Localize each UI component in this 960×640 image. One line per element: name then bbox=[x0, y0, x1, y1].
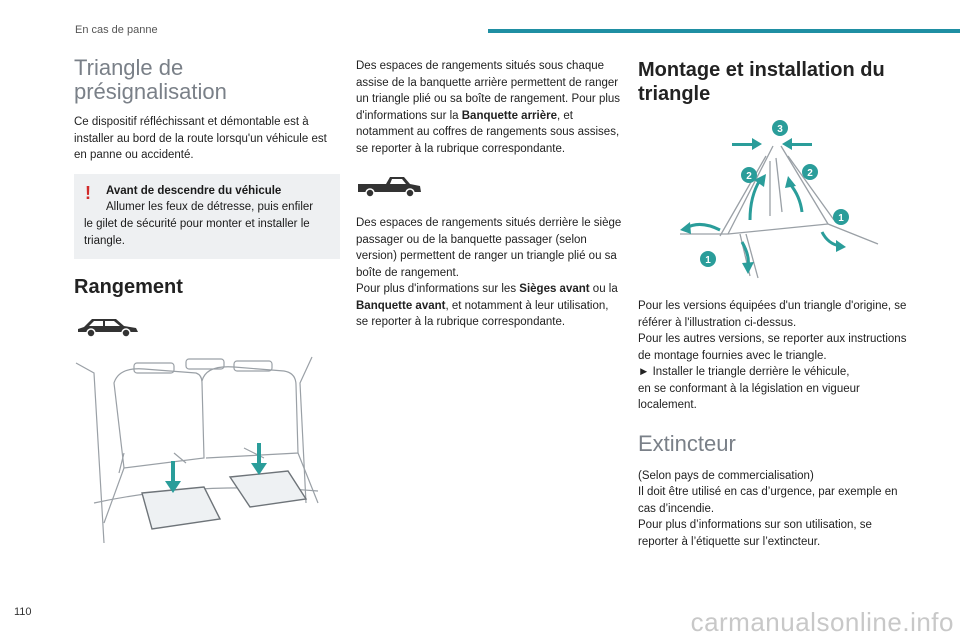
assembly-title: Montage et installation du triangle bbox=[638, 59, 885, 105]
rear-bench-storage-illustration bbox=[74, 353, 324, 553]
front-seats-text-d: ou la bbox=[589, 283, 618, 295]
front-seats-reference bbox=[356, 281, 622, 331]
column-3 bbox=[638, 58, 910, 550]
warning-text-rest: le gilet de sécurité pour monter et installer le triangle. bbox=[84, 217, 310, 247]
extincteur-usage: Il doit être utilisé en cas d’urgence, par exemple en cas d’incendie. bbox=[638, 486, 898, 515]
page-number: 110 bbox=[14, 606, 32, 618]
step-badge-3: 3 bbox=[777, 124, 783, 135]
step-badge-2-left: 2 bbox=[746, 171, 752, 182]
assembly-paragraph-3: en se conformant à la législation en vigueur localement. bbox=[638, 382, 860, 411]
rear-storage-paragraph bbox=[356, 58, 622, 157]
sedan-car-icon bbox=[74, 313, 144, 339]
warning-text-line1: Allumer les feux de détresse, puis enfiler bbox=[106, 200, 314, 213]
rear-storage-text-c: , et notamment au coffres de rangements sous assises, se reporter à la rubrique correspondante. bbox=[356, 109, 620, 155]
front-seats-text-f: , et notamment à leur utilisation, se reporter à la rubrique correspondante. bbox=[356, 299, 609, 328]
assembly-bullet: ► Installer le triangle derrière le véhicule, bbox=[638, 366, 850, 378]
front-seats-link-text: Sièges avant bbox=[519, 283, 590, 295]
header-accent-bar bbox=[488, 29, 960, 33]
assembly-paragraph-2: Pour les autres versions, se reporter aux instructions de montage fournies avec le triangle. bbox=[638, 333, 907, 362]
triangle-assembly-illustration bbox=[650, 116, 885, 284]
warning-icon: ! bbox=[85, 182, 91, 203]
column-1 bbox=[74, 56, 340, 553]
warning-box bbox=[74, 174, 340, 259]
step-badge-1-right: 1 bbox=[838, 213, 844, 224]
pickup-truck-icon bbox=[356, 173, 426, 199]
rangement-heading: Rangement bbox=[74, 275, 183, 298]
warning-title: Avant de descendre du véhicule bbox=[106, 184, 282, 197]
step-badge-2-right: 2 bbox=[807, 168, 813, 179]
triangle-intro: Ce dispositif réfléchissant et démontable est à installer au bord de la route lorsqu'un véhicule est en panne ou accidenté. bbox=[74, 116, 327, 161]
extincteur-more-info: Pour plus d’informations sur son utilisation, se reporter à l’étiquette sur l’extincteur. bbox=[638, 519, 872, 548]
front-bench-link-text: Banquette avant bbox=[356, 299, 446, 312]
column-2 bbox=[356, 58, 622, 331]
extincteur-title: Extincteur bbox=[638, 430, 736, 456]
header-section-title: En cas de panne bbox=[75, 24, 158, 36]
assembly-paragraph-1: Pour les versions équipées d'un triangle d'origine, se référer à l'illustration ci-dessus. bbox=[638, 300, 907, 329]
step-badge-1-left: 1 bbox=[705, 255, 711, 266]
watermark-text: carmanualsonline.info bbox=[690, 607, 954, 637]
front-seats-text-b: Pour plus d'informations sur les bbox=[356, 283, 520, 295]
rear-bench-link-text: Banquette arrière bbox=[461, 109, 557, 122]
rear-storage-text-a: Des espaces de rangements situés sous chaque assise de la banquette arrière permettent de ranger un triangle plié ou sa boîte de rangement. Pour plus d'informations sur la bbox=[356, 60, 621, 122]
triangle-title: Triangle de présignalisation bbox=[74, 55, 227, 104]
extincteur-country-note: (Selon pays de commercialisation) bbox=[638, 469, 814, 482]
front-storage-paragraph: Des espaces de rangements situés derrière le siège passager ou de la banquette passager (selon version) permettent de ranger un triangle plié ou sa boîte de rangement. bbox=[356, 217, 622, 279]
